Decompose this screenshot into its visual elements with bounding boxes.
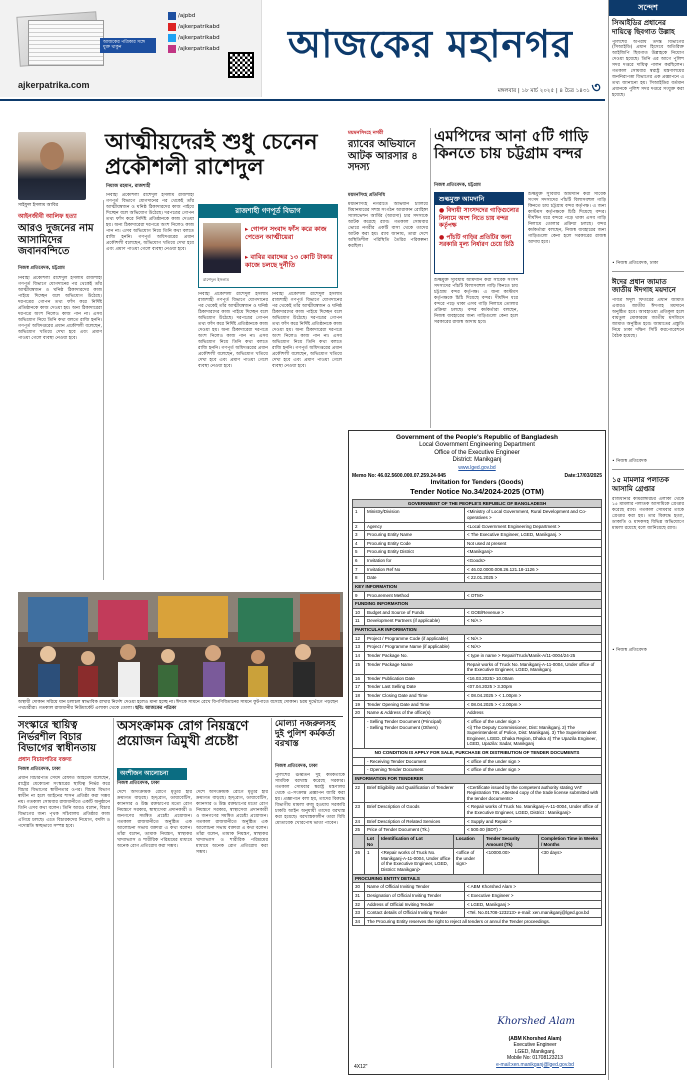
- lead-sub-byline: নিজস্ব প্রতিবেদক, চট্টগ্রাম: [18, 266, 65, 271]
- lead-sub-kicker: আইনজীবী আলিফ হত্যা: [18, 213, 77, 220]
- lead-body-col3: নির্বাহী প্রকৌশলী রাশেদুল ইসলাম রাজশাহী গণপূর্ত বিভাগে যোগদানের পর থেকেই তাঁর আত্মীয়স্বজন ও ঘনিষ্ঠ ঠিকাদারদের কাজ পাইয়ে দিচ্ছেন বলে অভিযোগ উঠেছে। দরপত্রের গোপন তথ্য ফাঁস করে নির্দিষ্ট প্রতিষ্ঠানকে কাজ দেওয়া হয়। অন্য ঠিকাদারেরা দরপত্রে অংশ নিলেও কাজ পান না। এসব অভিযোগ নিয়ে তিনি কথা বলতে রাজি হননি। গণপূর্ত অধিদপ্তরের প্রধান প্রকৌশলী বলেছেন, অভিযোগ খতিয়ে দেখা হবে এবং প্রমাণ পাওয়া গেলে ব্যবস্থা নেওয়া হবে।: [272, 292, 342, 369]
- signature: Khorshed Alam: [497, 1015, 575, 1027]
- table-row: 20 Name & Address of the office(s) Address: [353, 709, 602, 718]
- ncd-body-col2: দেশে অসংক্রামক রোগে মৃত্যুর হার ক্রমাগত বাড়ছে। হৃদ্‌রোগ, ডায়াবেটিস, ক্যানসার ও উচ্চ রক্তচাপের মতো রোগ নিয়ন্ত্রণে সরকার, স্বাস্থ্যসেবা প্রদানকারী ও জনগণের সমন্বিত প্রচেষ্টা প্রয়োজন। গতকাল রাজধানীতে অনুষ্ঠিত এক আলোচনা সভায় বক্তারা এ কথা বলেন। তাঁরা বলেন, তামাক নিয়ন্ত্রণ, স্বাস্থ্যকর খাদ্যাভ্যাস ও শারীরিক পরিশ্রমের মাধ্যমে অনেক রোগ প্রতিরোধ করা সম্ভব।: [196, 790, 268, 855]
- tender-table: [352, 499, 602, 835]
- ncd-body-col1: দেশে অসংক্রামক রোগে মৃত্যুর হার ক্রমাগত বাড়ছে। হৃদ্‌রোগ, ডায়াবেটিস, ক্যানসার ও উচ্চ রক্তচাপের মতো রোগ নিয়ন্ত্রণে সরকার, স্বাস্থ্যসেবা প্রদানকারী ও জনগণের সমন্বিত প্রচেষ্টা প্রয়োজন। গতকাল রাজধানীতে অনুষ্ঠিত এক আলোচনা সভায় বক্তারা এ কথা বলেন। তাঁরা বলেন, তামাক নিয়ন্ত্রণ, স্বাস্থ্যকর খাদ্যাভ্যাস ও শারীরিক পরিশ্রমের মাধ্যমে অনেক রোগ প্রতিরোধ করা সম্ভব।: [117, 790, 192, 849]
- ctg-byline: নিজস্ব প্রতিবেদক, চট্টগ্রাম: [434, 183, 481, 188]
- sidebar-item2-credit: • নিজস্ব প্রতিবেদক: [612, 459, 647, 464]
- table-row: 33 Contact details of Official Inviting Tender <Tel. No.01708-123213> e-mail: xen.manikganj@lged.gov.bd: [353, 909, 602, 918]
- lead-byline: নিয়াজ রহমান, রাজশাহী: [106, 184, 151, 189]
- tender-sec-key: KEY INFORMATION: [353, 582, 602, 591]
- tender-sec-fund: FUNDING INFORMATION: [353, 600, 602, 609]
- lead-inset-photo: [203, 223, 241, 273]
- ctg-body-col2: শুল্কমুক্ত সুবিধায় আমদানি করা সাবেক সংসদ সদস্যদের পাঁচটি বিলাসবহুল গাড়ি কিনতে চায় চট্টগ্রাম বন্দর কর্তৃপক্ষ। এ জন্য কাস্টমস কর্তৃপক্ষকে চিঠি দিয়েছে বন্দর। দীর্ঘদিন ধরে বন্দরে পড়ে থাকা এসব গাড়ি নিলামে তোলার প্রক্রিয়া চলছে। বন্দর কর্মকর্তারা বলছেন, নিজস্ব ব্যবহারের জন্য গাড়িগুলো কেনা হলে সরকারের রাজস্ব আদায় হবে।: [528, 192, 606, 245]
- market-photo: [18, 592, 343, 697]
- newspaper-stack-image-2: [28, 20, 104, 66]
- twitter-icon: [168, 34, 176, 42]
- photo-credit: ছবি: আজকের পত্রিকা: [135, 705, 177, 711]
- table-row: 10 Budget and Source of Funds < GOB/Revenue >: [353, 608, 602, 617]
- ad-tag: আজকের পত্রিকার সঙ্গে যুক্ত থাকুন: [100, 38, 156, 53]
- lead-inset-tag: রাজশাহী গণপূর্ত বিভাগ: [199, 205, 337, 218]
- tender-lot-table: [352, 834, 602, 875]
- table-row: 24 Brief Description of Related Services < Supply and Repair >: [353, 817, 602, 826]
- tender-district: District: Manikganj: [452, 457, 502, 464]
- ctg-headline: এমপিদের আনা ৫টি গাড়ি কিনতে চায় চট্টগ্রাম বন্দর: [434, 127, 589, 162]
- tender-title1: Invitation for Tenders (Goods): [430, 479, 524, 487]
- lead-inset-point-1: ▸ গোপন সংবাদ ফাঁস করে কাজ পেতেন আত্মীয়েরা: [245, 225, 327, 242]
- ctg-body-col1: শুল্কমুক্ত সুবিধায় আমদানি করা সাবেক সংসদ সদস্যদের পাঁচটি বিলাসবহুল গাড়ি কিনতে চায় চট্টগ্রাম বন্দর কর্তৃপক্ষ। এ জন্য কাস্টমস কর্তৃপক্ষকে চিঠি দিয়েছে বন্দর। দীর্ঘদিন ধরে বন্দরে পড়ে থাকা এসব গাড়ি নিলামে তোলার প্রক্রিয়া চলছে। বন্দর কর্মকর্তারা বলছেন, নিজস্ব ব্যবহারের জন্য গাড়িগুলো কেনা হলে সরকারের রাজস্ব আদায় হবে।: [434, 278, 518, 325]
- table-row: 13 Project / Programme Name (if applicable) < N/A>: [353, 643, 602, 652]
- table-row: 3 Procuring Entity Name < The Executive Engineer, LGED, Manikganj. >: [353, 531, 602, 540]
- tender-no-condition: NO CONDITION IS APPLY FOR SALE, PURCHASE OR DISTRIBUTION OF TENDER DOCUMENTS: [353, 749, 602, 758]
- table-row: 2 Agency <Local Government Engineering Department >: [353, 522, 602, 531]
- police-byline: নিজস্ব প্রতিবেদক, ঢাকা: [275, 764, 318, 769]
- tender-dept: Local Government Engineering Department: [419, 442, 535, 449]
- facebook-icon: [168, 12, 176, 20]
- lead-body-col1: নির্বাহী প্রকৌশলী রাশেদুল ইসলাম রাজশাহী গণপূর্ত বিভাগে যোগদানের পর থেকেই তাঁর আত্মীয়স্বজন ও ঘনিষ্ঠ ঠিকাদারদের কাজ পাইয়ে দিচ্ছেন বলে অভিযোগ উঠেছে। দরপত্রের গোপন তথ্য ফাঁস করে নির্দিষ্ট প্রতিষ্ঠানকে কাজ দেওয়া হয়। অন্য ঠিকাদারেরা দরপত্রে অংশ নিলেও কাজ পান না। এসব অভিযোগ নিয়ে তিনি কথা বলতে রাজি হননি। গণপূর্ত অধিদপ্তরের প্রধান প্রকৌশলী বলেছেন, অভিযোগ খতিয়ে দেখা হবে এবং প্রমাণ পাওয়া গেলে ব্যবস্থা নেওয়া হবে।: [106, 193, 194, 252]
- tender-office: Office of the Executive Engineer: [434, 449, 520, 456]
- tender-memo: Memo No: 46.02.5600.000.07.259.24-945: [352, 472, 446, 479]
- sidebar-item1-body: পুলিশের অপরাধ তদন্ত বিভাগের (সিআইডি) প্রধান হিসেবে অতিরিক্ত আইজিপি ছিবগাত উল্লাহকে নিয়োগ দেওয়া হয়েছে। তিনি এর আগে পুলিশ সদর দপ্তরে দায়িত্ব পালন করছিলেন। গতকাল সোমবার স্বরাষ্ট্র মন্ত্রণালয়ের জননিরাপত্তা বিভাগের এক প্রজ্ঞাপনে এ তথ্য জানানো হয়। সিআইডির বর্তমান প্রধানকে পুলিশ সদর দপ্তরে সংযুক্ত করা হয়েছে।: [612, 39, 684, 99]
- social-facebook[interactable]: /ajpbd: [168, 12, 228, 20]
- tender-date: Date:17/03/2025: [564, 472, 602, 479]
- table-row: - Opening Tender Document < office of the under sign >: [353, 766, 602, 775]
- size-note: 4X12": [354, 1063, 368, 1070]
- table-row: - Receiving Tender Document < office of the under sign >: [353, 757, 602, 766]
- lead-sub-body: নির্বাহী প্রকৌশলী রাশেদুল ইসলাম রাজশাহী গণপূর্ত বিভাগে যোগদানের পর থেকেই তাঁর আত্মীয়স্বজন ও ঘনিষ্ঠ ঠিকাদারদের কাজ পাইয়ে দিচ্ছেন বলে অভিযোগ উঠেছে। দরপত্রের গোপন তথ্য ফাঁস করে নির্দিষ্ট প্রতিষ্ঠানকে কাজ দেওয়া হয়। অন্য ঠিকাদারেরা দরপত্রে অংশ নিলেও কাজ পান না। এসব অভিযোগ নিয়ে তিনি কথা বলতে রাজি হননি। গণপূর্ত অধিদপ্তরের প্রধান প্রকৌশলী বলেছেন, অভিযোগ খতিয়ে দেখা হবে এবং প্রমাণ পাওয়া গেলে ব্যবস্থা নেওয়া হবে।: [18, 276, 102, 341]
- lead-headline: আত্মীয়দেরই শুধু চেনেন প্রকৌশলী রাশেদুল: [105, 129, 318, 181]
- signature-block: (ABM Khorshed Alam) Executive Engineer LGED, Manikganj. Mobile No: 01708123213 e-mail:xen.manikganj@lged.gov.bd: [496, 1035, 574, 1068]
- table-row: 16 Tender Publication Date <16.03.2025> 10.00am: [353, 674, 602, 683]
- judiciary-deck: প্রধান বিচারপতির বক্তব্য: [18, 757, 72, 763]
- page-number: ৩: [591, 80, 601, 96]
- mymensingh-byline: ময়মনসিংহ প্রতিনিধি: [348, 193, 386, 198]
- tender-sec-part: PARTICULAR INFORMATION: [353, 626, 602, 635]
- ctg-box-point-2: ● পাঁচটি গাড়ির প্রতিটির জন্য সরকারি মূল্য নির্ধারণ চেয়ে চিঠি: [439, 233, 514, 249]
- tender-gov: Government of the People's Republic of Bangladesh: [396, 434, 558, 441]
- lot-header-row: Lot No Identification of Lot Location Tender Security Amount (Tk) Completion Time in Weeks / Months: [353, 834, 602, 848]
- lead-inset-caption: রাশেদুল ইসলাম: [203, 277, 229, 282]
- tender-web[interactable]: www.lged.gov.bd: [458, 464, 496, 471]
- social-twitter[interactable]: /ajkerpatrikabd: [168, 34, 228, 42]
- masthead-ad[interactable]: [0, 0, 262, 97]
- site-url[interactable]: ajkerpatrika.com: [18, 80, 90, 90]
- tender-proc-table: [352, 874, 602, 927]
- table-row: 7 Invitation Ref No < 46.02.0000.008.26.121.18-1126 >: [353, 565, 602, 574]
- qr-code[interactable]: [228, 52, 254, 78]
- ncd-headline: অসংক্রামক রোগ নিয়ন্ত্রণে প্রয়োজন ত্রিমুখী প্রচেষ্টা: [117, 719, 249, 749]
- police-headline: মোল্যা নজরুলসহ দুই পুলিশ কর্মকর্তা বরখাস্ত: [275, 719, 336, 749]
- table-row: 12 Project / Programme Code (if applicable) < N/A >: [353, 634, 602, 643]
- instagram-icon: [168, 45, 176, 53]
- sidebar: [608, 0, 687, 1080]
- table-row: 31 Designation of Official Inviting Tender < Executive Engineer >: [353, 891, 602, 900]
- sidebar-item2-title: ঈদের প্রধান জামাত জাতীয় ঈদগাহ ময়দানে: [612, 276, 676, 295]
- tender-header-row: GOVERNMENT OF THE PEOPLE'S REPUBLIC OF BANGLADESH: [353, 499, 602, 508]
- ncd-tag: অংশীজন আলোচনা: [117, 768, 187, 780]
- table-row: - Selling Tender Document (Principal) - Selling Tender Document (Others) < office of the under sign > <i) The Deputy Commissioner, Dist: Manikganj. 2) The Superintendent of Police, Dist: Manikganj. 3) The Superintendent Engineer, LGED, Dhaka Region, Dhaka 4) The Upazila Engineer, LGED, Upazila: Sadar, Manikganj: [353, 717, 602, 748]
- table-row: 4 Procuring Entity Code Not used at present: [353, 539, 602, 548]
- judiciary-headline: সংস্কারে স্থায়িত্ব নির্ভরশীল বিচার বিভাগের স্বাধীনতায়: [18, 720, 97, 754]
- tender-notice: [348, 430, 606, 1075]
- table-row: 6 Invitation for <Goods>: [353, 557, 602, 566]
- table-row: 11 Development Partners (if applicable) < N/A >: [353, 617, 602, 626]
- sidebar-item3-body: রাজধানীর কামরাঙ্গীরচর এলাকা থেকে ১৫ মামলার পলাতক আসামিকে গ্রেপ্তার করেছে র‍্যাব। গতকাল সোমবার তাকে গ্রেপ্তার করা হয়। তার বিরুদ্ধে হত্যা, ডাকাতি ও মাদকসহ বিভিন্ন অভিযোগে মামলা রয়েছে বলে জানিয়েছে র‍্যাব।: [612, 496, 684, 532]
- table-row: 25 Price of Tender Document (Tk.) < 500.00 (BDT) >: [353, 826, 602, 835]
- ctg-box-label: শুল্কমুক্ত আমদানি: [435, 193, 523, 205]
- table-row: 32 Address of Official Inviting Tender < LGED, Manikganj >: [353, 900, 602, 909]
- table-row: 8 Date < 22.01.2025 >: [353, 574, 602, 583]
- tender-sec-bidder: INFORMATION FOR TENDERER: [353, 774, 602, 783]
- social-youtube[interactable]: /ajkerpatrikabd: [168, 23, 228, 31]
- table-row: 22 Brief Eligibility and Qualification of Tenderer <Certificate issued by the competent authority stating VAT Registration TIN. Attested copy of the trade license submitted with the tender documents>: [353, 783, 602, 803]
- table-row: 18 Tender Closing Date and Time < 08.04.2025 > < 1.00pm >: [353, 692, 602, 701]
- mymensingh-body: ময়মনসিংহ নগরীতে অভিযান চালিয়ে মিয়ানমারের সশস্ত্র সংগঠন আরাকান রোহিঙ্গা স্যালভেশন আর্মির (আরসা) চার সদস্যকে আটক করেছে র‍্যাব। গতকাল সোমবার ভোরে নগরীর একটি বাসা থেকে তাদের আটক করা হয়। র‍্যাব জানায়, তারা দেশে অস্থিতিশীল পরিস্থিতি তৈরির পরিকল্পনা করছিল।: [348, 202, 428, 249]
- lead-photo-caption: সাইফুল ইসলাম আবির: [18, 203, 59, 208]
- sidebar-item3-credit: • নিজস্ব প্রতিবেদক: [612, 647, 647, 653]
- lead-author-photo: [18, 132, 86, 200]
- ctg-box: [434, 192, 524, 274]
- social-links: [168, 12, 228, 53]
- sidebar-item1-title: সিআইডির প্রধানের দায়িত্বে ছিবগাত উল্লাহ: [612, 18, 675, 36]
- masthead-date: মঙ্গলবার | ১৮ মার্চ ২০২৫ | ৪ চৈত্র ১৪৩১: [497, 88, 590, 94]
- mymensingh-kicker: ময়মনসিংহে নগরী: [348, 130, 384, 136]
- table-row: 1 Ministry/Division <Ministry of Local Government, Rural Development and Co-operatives >: [353, 508, 602, 522]
- judiciary-body: প্রধান বিচারপতি সৈয়দ রেফাত আহমেদ বলেছেন, রাষ্ট্রের যেকোনো সংস্কারের স্থায়িত্ব নির্ভর করে বিচার বিভাগের স্বাধীনতার ওপর। বিচার বিভাগ স্বাধীন না হলে আইনের শাসন প্রতিষ্ঠা করা সম্ভব নয়। গতকাল সোমবার রাজধানীতে একটি অনুষ্ঠানে তিনি এসব কথা বলেন। তিনি আরও বলেন, বিচার বিভাগের জন্য পৃথক সচিবালয় প্রতিষ্ঠার কাজ এগিয়ে চলছে। এতে বিচারকদের নিয়োগ, বদলি ও পদোন্নতি স্বচ্ছভাবে সম্পন্ন হবে।: [18, 776, 110, 829]
- judiciary-byline: নিজস্ব প্রতিবেদক, ঢাকা: [18, 767, 61, 772]
- mymensingh-headline: র‍্যাবের অভিযানে আটক আরসার ৪ সদস্য: [348, 139, 418, 173]
- sidebar-item1-credit: • নিজস্ব প্রতিবেদক, ঢাকা: [612, 260, 659, 266]
- police-body-col1: পুলিশের ঊর্ধ্বতন দুই কর্মকর্তাকে সাময়িক বরখাস্ত করেছে সরকার। গতকাল সোমবার স্বরাষ্ট্র মন্ত্রণালয় থেকে এ–সংক্রান্ত প্রজ্ঞাপন জারি করা হয়। প্রজ্ঞাপনে বলা হয়, তাদের বিরুদ্ধে বিভাগীয় মামলা রুজু হওয়ায় সরকারি চাকরি আইন অনুযায়ী তাদের বরখাস্ত করা হয়েছে। বরখাস্তকালীন তারা বিধি মোতাবেক খোরপোষ ভাতা পাবেন।: [275, 773, 345, 826]
- table-row: 14 Tender Package No. < type in name > Repair/Truck/Manik-A/11-0004/24-25: [353, 651, 602, 660]
- youtube-icon: [168, 23, 176, 31]
- lead-sub-headline: আরও দুজনের নাম আসামিদের জবানবন্দিতে: [18, 223, 94, 257]
- table-row: 19 Tender Opening Date and Time < 08.04.2025 > < 2.00pm >: [353, 700, 602, 709]
- table-row: 5 Procuring Entity District <Manikganj>: [353, 548, 602, 557]
- masthead-title: আজকের মহানগর: [288, 21, 573, 66]
- photo-caption: অস্থায়ী দোকান সরিয়ে যান চলাচল স্বাভাবিক রাখার নির্দেশ দেওয়া হলেও মানা হচ্ছে না। ঈদকে সামনে রেখে বিপণিবিতানের সামনে ফুটপাতে বসেছে দোকান। চরম দুর্ভোগে পড়ছেন পথচারীরা। গতকাল রাজধানীর নিউমার্কেট এলাকা থেকে তোলা। ছবি: আজকের পত্রিকা: [18, 700, 338, 711]
- ctg-box-point-1: ● বিদায়ী সাংসদদের গাড়িগুলোর নিলামে অংশ নিতে চায় বন্দর কর্তৃপক্ষ: [439, 207, 519, 230]
- sidebar-label: সন্দেশ: [609, 0, 687, 16]
- sidebar-item3-title: ১৫ মামলার পলাতক আসামি গ্রেপ্তার: [612, 475, 670, 493]
- tender-title2: Tender Notice No.34/2024-2025 (OTM): [410, 487, 544, 497]
- table-row: 15 Tender Package Name Repair works of Truck No. Manikganj-A-11-0004, Under office of the Executive Engineer, LGED, Manikganj.: [353, 660, 602, 674]
- lead-inset-point-2: ▸ বাবির বরাদ্দের ১৩ কোটি টাকার কাজে চলছে দুর্নীতি: [245, 253, 333, 270]
- table-row: 23 Brief Description of Goods < Repair works of Truck No. Manikganj-A-11-0004, Under office of the Executive Engineer, LGED, District : Manikganj>: [353, 803, 602, 817]
- table-row: 30 Name of Official Inviting Tender < ABM Khorshed Alam >: [353, 883, 602, 892]
- lot-row: 26 1 <Repair works of Truck No. Manikganj-A-11-0004, Under office of the Executive Engineer, LGED, District: Manikganj> <office of the under sign> <10000.00> <30 days>: [353, 849, 602, 875]
- table-row: 34 The Procuring Entity reserves the right to reject all tenders or annul the Tender proceedings.: [353, 917, 602, 926]
- sidebar-item2-body: পবিত্র ঈদুল ফিতরের প্রধান জামাত এবারও জাতীয় ঈদগাহ ময়দানে অনুষ্ঠিত হবে। আবহাওয়া প্রতিকূল হলে বায়তুল মোকাররম জাতীয় মসজিদে জামাত অনুষ্ঠিত হবে। জামাতের প্রস্তুতি নিয়ে ঢাকা দক্ষিণ সিটি করপোরেশনে বৈঠক হয়েছে।: [612, 298, 684, 339]
- social-instagram[interactable]: /ajkerpatrikabd: [168, 45, 228, 53]
- ncd-byline: নিজস্ব প্রতিবেদক, ঢাকা: [117, 781, 160, 786]
- lead-body-col2: নির্বাহী প্রকৌশলী রাশেদুল ইসলাম রাজশাহী গণপূর্ত বিভাগে যোগদানের পর থেকেই তাঁর আত্মীয়স্বজন ও ঘনিষ্ঠ ঠিকাদারদের কাজ পাইয়ে দিচ্ছেন বলে অভিযোগ উঠেছে। দরপত্রের গোপন তথ্য ফাঁস করে নির্দিষ্ট প্রতিষ্ঠানকে কাজ দেওয়া হয়। অন্য ঠিকাদারেরা দরপত্রে অংশ নিলেও কাজ পান না। এসব অভিযোগ নিয়ে তিনি কথা বলতে রাজি হননি। গণপূর্ত অধিদপ্তরের প্রধান প্রকৌশলী বলেছেন, অভিযোগ খতিয়ে দেখা হবে এবং প্রমাণ পাওয়া গেলে ব্যবস্থা নেওয়া হবে।: [198, 292, 268, 369]
- tender-sec-proc: PROCURING ENTITY DETAILS: [353, 874, 602, 883]
- table-row: 17 Tender Last Selling Date <07.04.2025 > 3.30pm: [353, 683, 602, 692]
- table-row: 9 Procurement Method < OTM>: [353, 591, 602, 600]
- lead-inset: [198, 204, 338, 288]
